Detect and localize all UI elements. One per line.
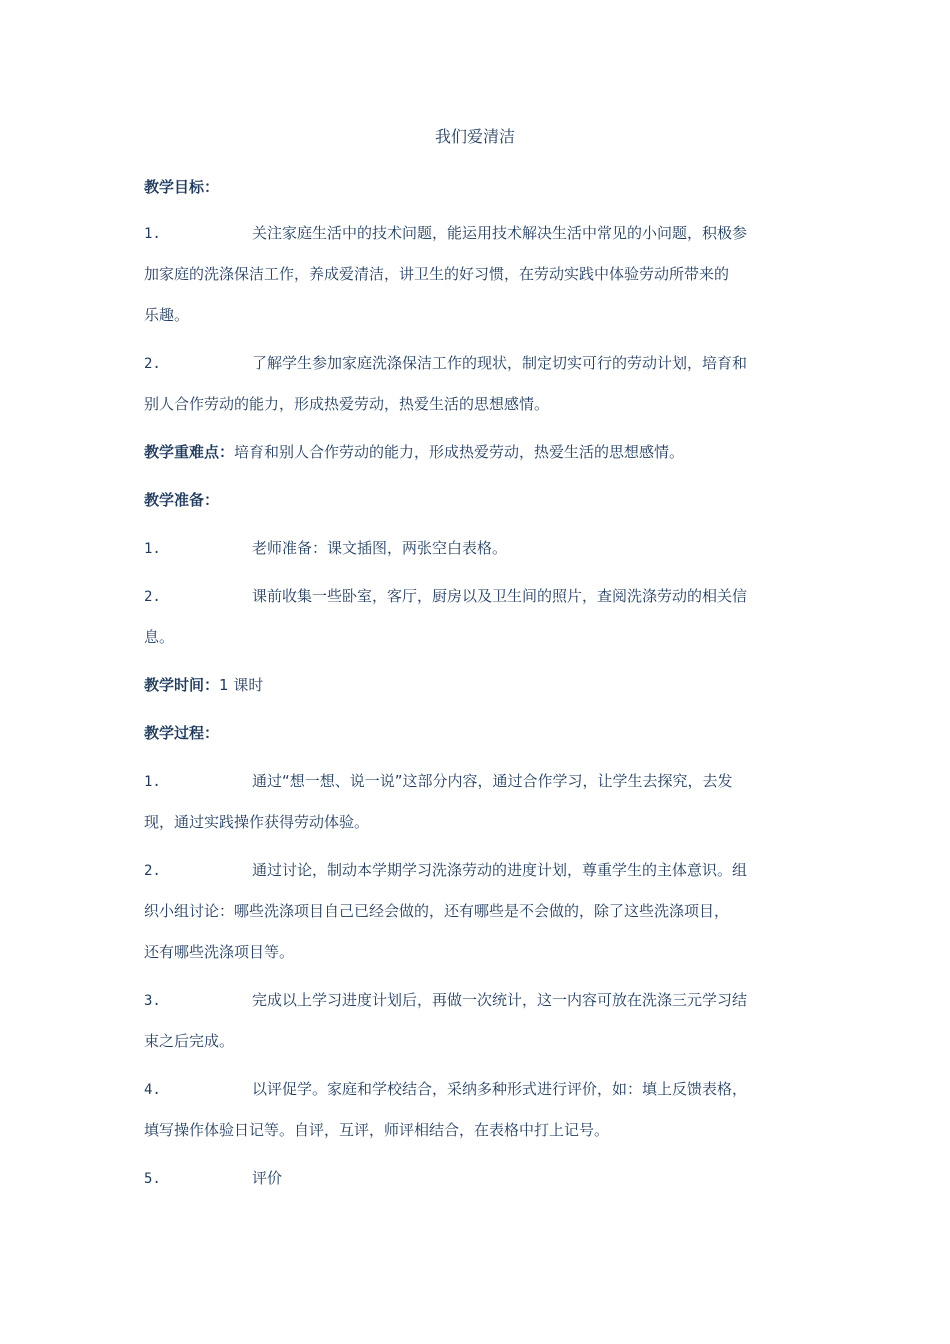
objective-item-2-number: 2.	[144, 356, 161, 372]
key-points-text: 培育和别人合作劳动的能力，形成热爱劳动，热爱生活的思想感情。	[234, 443, 685, 461]
process-item-2-number: 2.	[144, 863, 161, 879]
process-item-2-line-3: 还有哪些洗涤项目等。	[144, 943, 295, 961]
process-item-4-line-1: 4. 以评促学。家庭和学校结合，采纳多种形式进行评价，如：填上反馈表格，	[144, 1078, 816, 1101]
process-item-3-number: 3.	[144, 993, 161, 1009]
preparation-item-1-number: 1.	[144, 541, 161, 557]
process-heading: 教学过程：	[144, 724, 220, 742]
process-item-3-line-2: 束之后完成。	[144, 1032, 235, 1050]
preparation-item-1-line-1: 1. 老师准备：课文插图，两张空白表格。	[144, 537, 816, 560]
process-item-4-number: 4.	[144, 1082, 161, 1098]
process-item-1-number: 1.	[144, 774, 161, 790]
objective-item-1-number: 1.	[144, 226, 161, 242]
objectives-heading: 教学目标：	[144, 178, 220, 196]
preparation-item-2-line-1: 2. 课前收集一些卧室，客厅，厨房以及卫生间的照片，查阅洗涤劳动的相关信	[144, 585, 816, 608]
objective-item-2-line-2: 别人合作劳动的能力，形成热爱劳动，热爱生活的思想感情。	[144, 395, 550, 413]
process-item-1-line-2: 现，通过实践操作获得劳动体验。	[144, 813, 370, 831]
preparation-item-2-line-2: 息。	[144, 628, 175, 646]
objective-item-1-line-1: 1. 关注家庭生活中的技术问题，能运用技术解决生活中常见的小问题，积极参	[144, 222, 816, 245]
process-item-2-line-2: 织小组讨论：哪些洗涤项目自己已经会做的，还有哪些是不会做的，除了这些洗涤项目，	[144, 902, 730, 920]
key-points-heading: 教学重难点：	[144, 443, 235, 461]
key-points-line	[144, 441, 816, 463]
process-item-4-line-2: 填写操作体验日记等。自评，互评，师评相结合，在表格中打上记号。	[144, 1121, 610, 1139]
process-item-5-number: 5.	[144, 1171, 161, 1187]
objective-item-2-line-1: 2. 了解学生参加家庭洗涤保洁工作的现状，制定切实可行的劳动计划，培育和	[144, 352, 816, 375]
process-item-1-line-1: 1. 通过“想一想、说一说”这部分内容，通过合作学习，让学生去探究，去发	[144, 770, 816, 793]
process-item-5-line-1: 5. 评价	[144, 1167, 816, 1190]
time-heading: 教学时间：	[144, 676, 220, 694]
document-title: 我们爱清洁	[434, 127, 515, 146]
process-item-3-line-1: 3. 完成以上学习进度计划后，再做一次统计，这一内容可放在洗涤三元学习结	[144, 989, 816, 1012]
time-line	[144, 674, 816, 696]
objective-item-1-line-3: 乐趣。	[144, 306, 190, 324]
process-item-2-line-1: 2. 通过讨论，制动本学期学习洗涤劳动的进度计划，尊重学生的主体意识。组	[144, 859, 816, 882]
time-text: 1 课时	[219, 676, 264, 694]
preparation-heading: 教学准备：	[144, 491, 220, 509]
objective-item-1-line-2: 加家庭的洗涤保洁工作，养成爱清洁，讲卫生的好习惯，在劳动实践中体验劳动所带来的	[144, 265, 730, 283]
preparation-item-2-number: 2.	[144, 589, 161, 605]
